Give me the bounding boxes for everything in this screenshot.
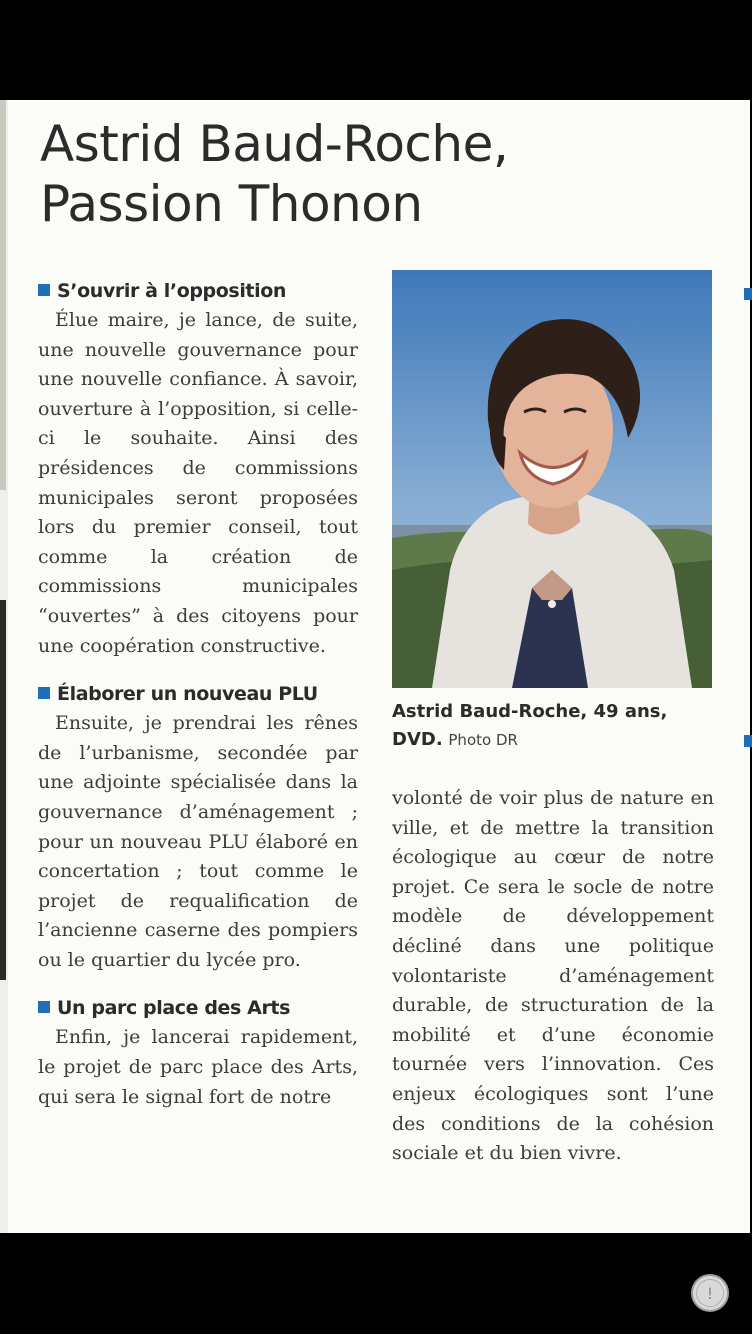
exclamation-circle-icon: !	[696, 1279, 724, 1307]
article-column-right	[392, 784, 714, 1187]
blue-square-icon	[744, 735, 752, 747]
article-title	[40, 114, 508, 234]
caption-name: Astrid Baud-Roche, 49 ans, DVD.	[392, 701, 668, 750]
blue-square-icon	[38, 284, 50, 296]
blue-square-icon	[38, 687, 50, 699]
section-heading: Un parc place des Arts	[38, 993, 358, 1023]
blue-square-icon	[744, 288, 752, 300]
continuation-text: volonté de voir plus de nature en ville, et de mettre la transition écologique au cœur de notre projet. Ce sera le socle de notre modèle de développement décliné dans une politique volontariste d’aménagement durable, de structuration de la mobilité et d’une économie tournée vers l’innovation. Ces enjeux écologiques sont l’une des conditions de la cohésion sociale et du bien vivre.	[392, 787, 714, 1165]
section-heading: S’ouvrir à l’opposition	[38, 276, 358, 306]
article-title-line1: Astrid Baud-Roche,	[40, 115, 509, 173]
newspaper-page	[0, 100, 750, 1303]
photo-caption	[392, 698, 712, 754]
adjacent-image-edge	[0, 600, 6, 980]
article-column-left	[38, 276, 358, 1130]
adjacent-column-rule	[0, 100, 6, 490]
section-text: Élue maire, je lance, de suite, une nouvelle gouvernance pour une nouvelle confiance. À savoir, ouverture à l’opposition, si celle-ci le souhaite. Ainsi des présidences de commissions municipales seront proposées lors du premier conseil, tout comme la création de commissions municipales “ouvertes” à des citoyens pour une coopération constructive.	[38, 309, 358, 657]
adjacent-column-left	[0, 100, 8, 1233]
blue-square-icon	[38, 1001, 50, 1013]
caption-credit: Photo DR	[448, 731, 518, 749]
article-title-line2: Passion Thonon	[40, 175, 423, 233]
section-heading: Élaborer un nouveau PLU	[38, 679, 358, 709]
section-text: Ensuite, je prendrai les rênes de l’urbanisme, secondée par une adjointe spécialisée dans la gouvernance d’aménagement ; pour un nouveau PLU élaboré en concertation ; tout comme le projet de requalification de l’ancienne caserne des pompiers ou le quartier du lycée pro.	[38, 712, 358, 971]
adjacent-column-right	[742, 100, 750, 1233]
info-button[interactable]	[691, 1274, 729, 1312]
section-text: Enfin, je lancerai rapidement, le projet de parc place des Arts, qui sera le signal fort de notre	[38, 1026, 358, 1108]
portrait-photo	[392, 270, 712, 688]
